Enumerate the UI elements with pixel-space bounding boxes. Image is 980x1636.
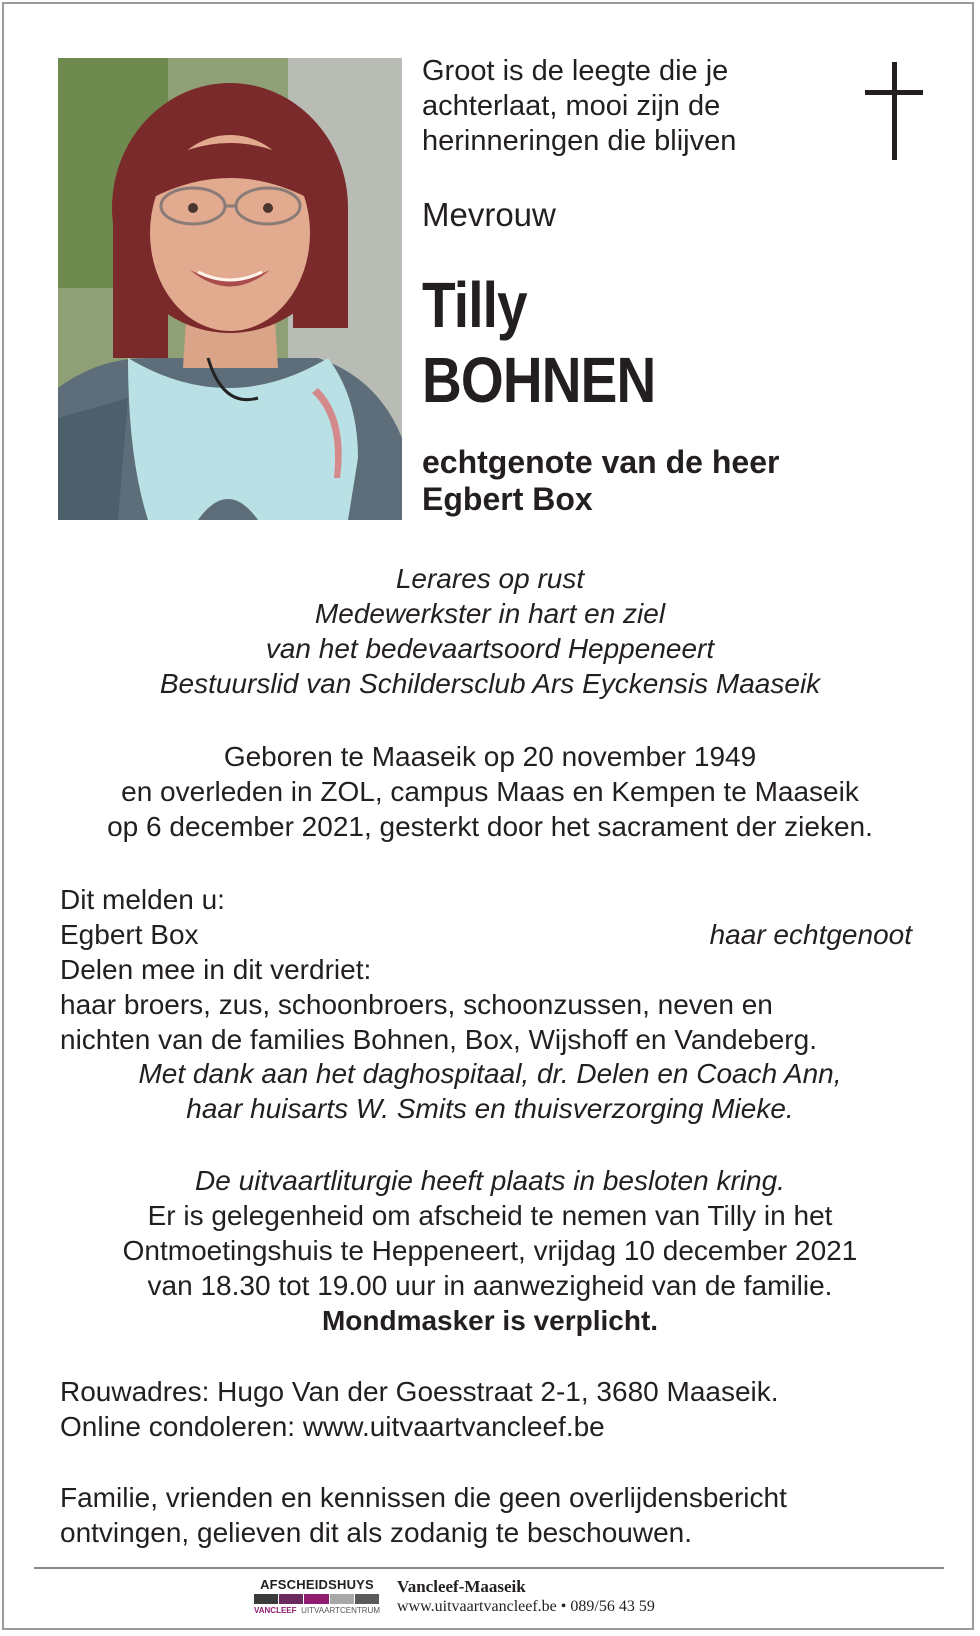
intro-line: achterlaat, mooi zijn de	[422, 90, 721, 122]
rouw-address: Rouwadres: Hugo Van der Goesstraat 2-1, 3680 Maaseik.	[60, 1376, 779, 1407]
role-line: Bestuurslid van Schildersclub Ars Eyckensis Maaseik	[159, 668, 821, 699]
funeral-line: Er is gelegenheid om afscheid te nemen van Tilly in het	[147, 1200, 833, 1231]
closing-note	[60, 1480, 920, 1550]
funeral-block	[40, 1163, 940, 1338]
melden-intro: Dit melden u:	[60, 884, 225, 915]
cross-icon	[865, 62, 927, 160]
share-title: Delen mee in dit verdriet:	[60, 954, 372, 985]
roles-block	[40, 561, 940, 701]
share-line: haar broers, zus, schoonbroers, schoonzussen, neven en	[60, 989, 773, 1020]
logo-sub-brand: VANCLEEF	[254, 1606, 297, 1615]
share-line: nichten van de families Bohnen, Box, Wijshoff en Vandeberg.	[60, 1024, 817, 1055]
address-block	[60, 1374, 920, 1444]
role-line: Lerares op rust	[395, 563, 585, 594]
thanks-block	[40, 1056, 940, 1126]
firm-name: Vancleef-Maaseik	[397, 1577, 526, 1596]
intro-line: herinneringen die blijven	[422, 125, 737, 157]
logo-swatch	[254, 1594, 278, 1604]
logo-swatch	[330, 1594, 354, 1604]
logo-title: AFSCHEIDSHUYS	[260, 1577, 374, 1592]
role-line: Medewerkster in hart en ziel	[314, 598, 666, 629]
portrait-illustration	[58, 58, 402, 520]
role-line: van het bedevaartsoord Heppeneert	[265, 633, 715, 664]
firm-info	[397, 1577, 655, 1617]
footer-divider	[34, 1567, 944, 1569]
thanks-line: Met dank aan het daghospitaal, dr. Delen en Coach Ann,	[138, 1058, 842, 1089]
born-line: Geboren te Maaseik op 20 november 1949	[223, 741, 757, 772]
relative-row	[60, 917, 920, 952]
born-line: en overleden in ZOL, campus Maas en Kempen te Maaseik	[121, 776, 859, 807]
logo-sub-type: UITVAARTCENTRUM	[301, 1606, 380, 1615]
spouse-line: echtgenote van de heer	[422, 444, 780, 480]
portrait-photo	[58, 58, 402, 520]
spouse-name: Egbert Box	[422, 481, 593, 517]
liturgy-line: De uitvaartliturgie heeft plaats in besloten kring.	[195, 1165, 785, 1196]
closing-line: Familie, vrienden en kennissen die geen overlijdensbericht	[60, 1482, 787, 1513]
logo-swatch	[355, 1594, 379, 1604]
birth-death-block	[40, 739, 940, 844]
funeral-line: van 18.30 tot 19.00 uur in aanwezigheid van de familie.	[147, 1270, 833, 1301]
first-name: Tilly	[422, 269, 527, 341]
thanks-line: haar huisarts W. Smits en thuisverzorging Mieke.	[186, 1093, 794, 1124]
family-block	[60, 882, 920, 1057]
mask-notice: Mondmasker is verplicht.	[321, 1305, 659, 1336]
firm-contact: www.uitvaartvancleef.be • 089/56 43 59	[397, 1598, 655, 1615]
relative-name: Egbert Box	[60, 919, 199, 950]
intro-line: Groot is de leegte die je	[422, 55, 729, 87]
online-condolence: Online condoleren: www.uitvaartvancleef.be	[60, 1411, 605, 1442]
logo-subtitle	[254, 1606, 380, 1616]
spouse-info	[422, 444, 779, 518]
closing-line: ontvingen, gelieven dit als zodanig te beschouwen.	[60, 1517, 692, 1548]
logo-swatch	[279, 1594, 303, 1604]
intro-quote	[422, 54, 802, 159]
relative-relation: haar echtgenoot	[709, 919, 912, 950]
logo-swatch	[304, 1594, 328, 1604]
logo-color-bar	[254, 1594, 380, 1604]
last-name: BOHNEN	[422, 344, 656, 416]
funeral-line: Ontmoetingshuis te Heppeneert, vrijdag 10 december 2021	[122, 1235, 858, 1266]
born-line: op 6 december 2021, gesterkt door het sacrament der zieken.	[107, 811, 873, 842]
funeral-home-logo	[254, 1578, 380, 1618]
honorific: Mevrouw	[422, 196, 556, 233]
